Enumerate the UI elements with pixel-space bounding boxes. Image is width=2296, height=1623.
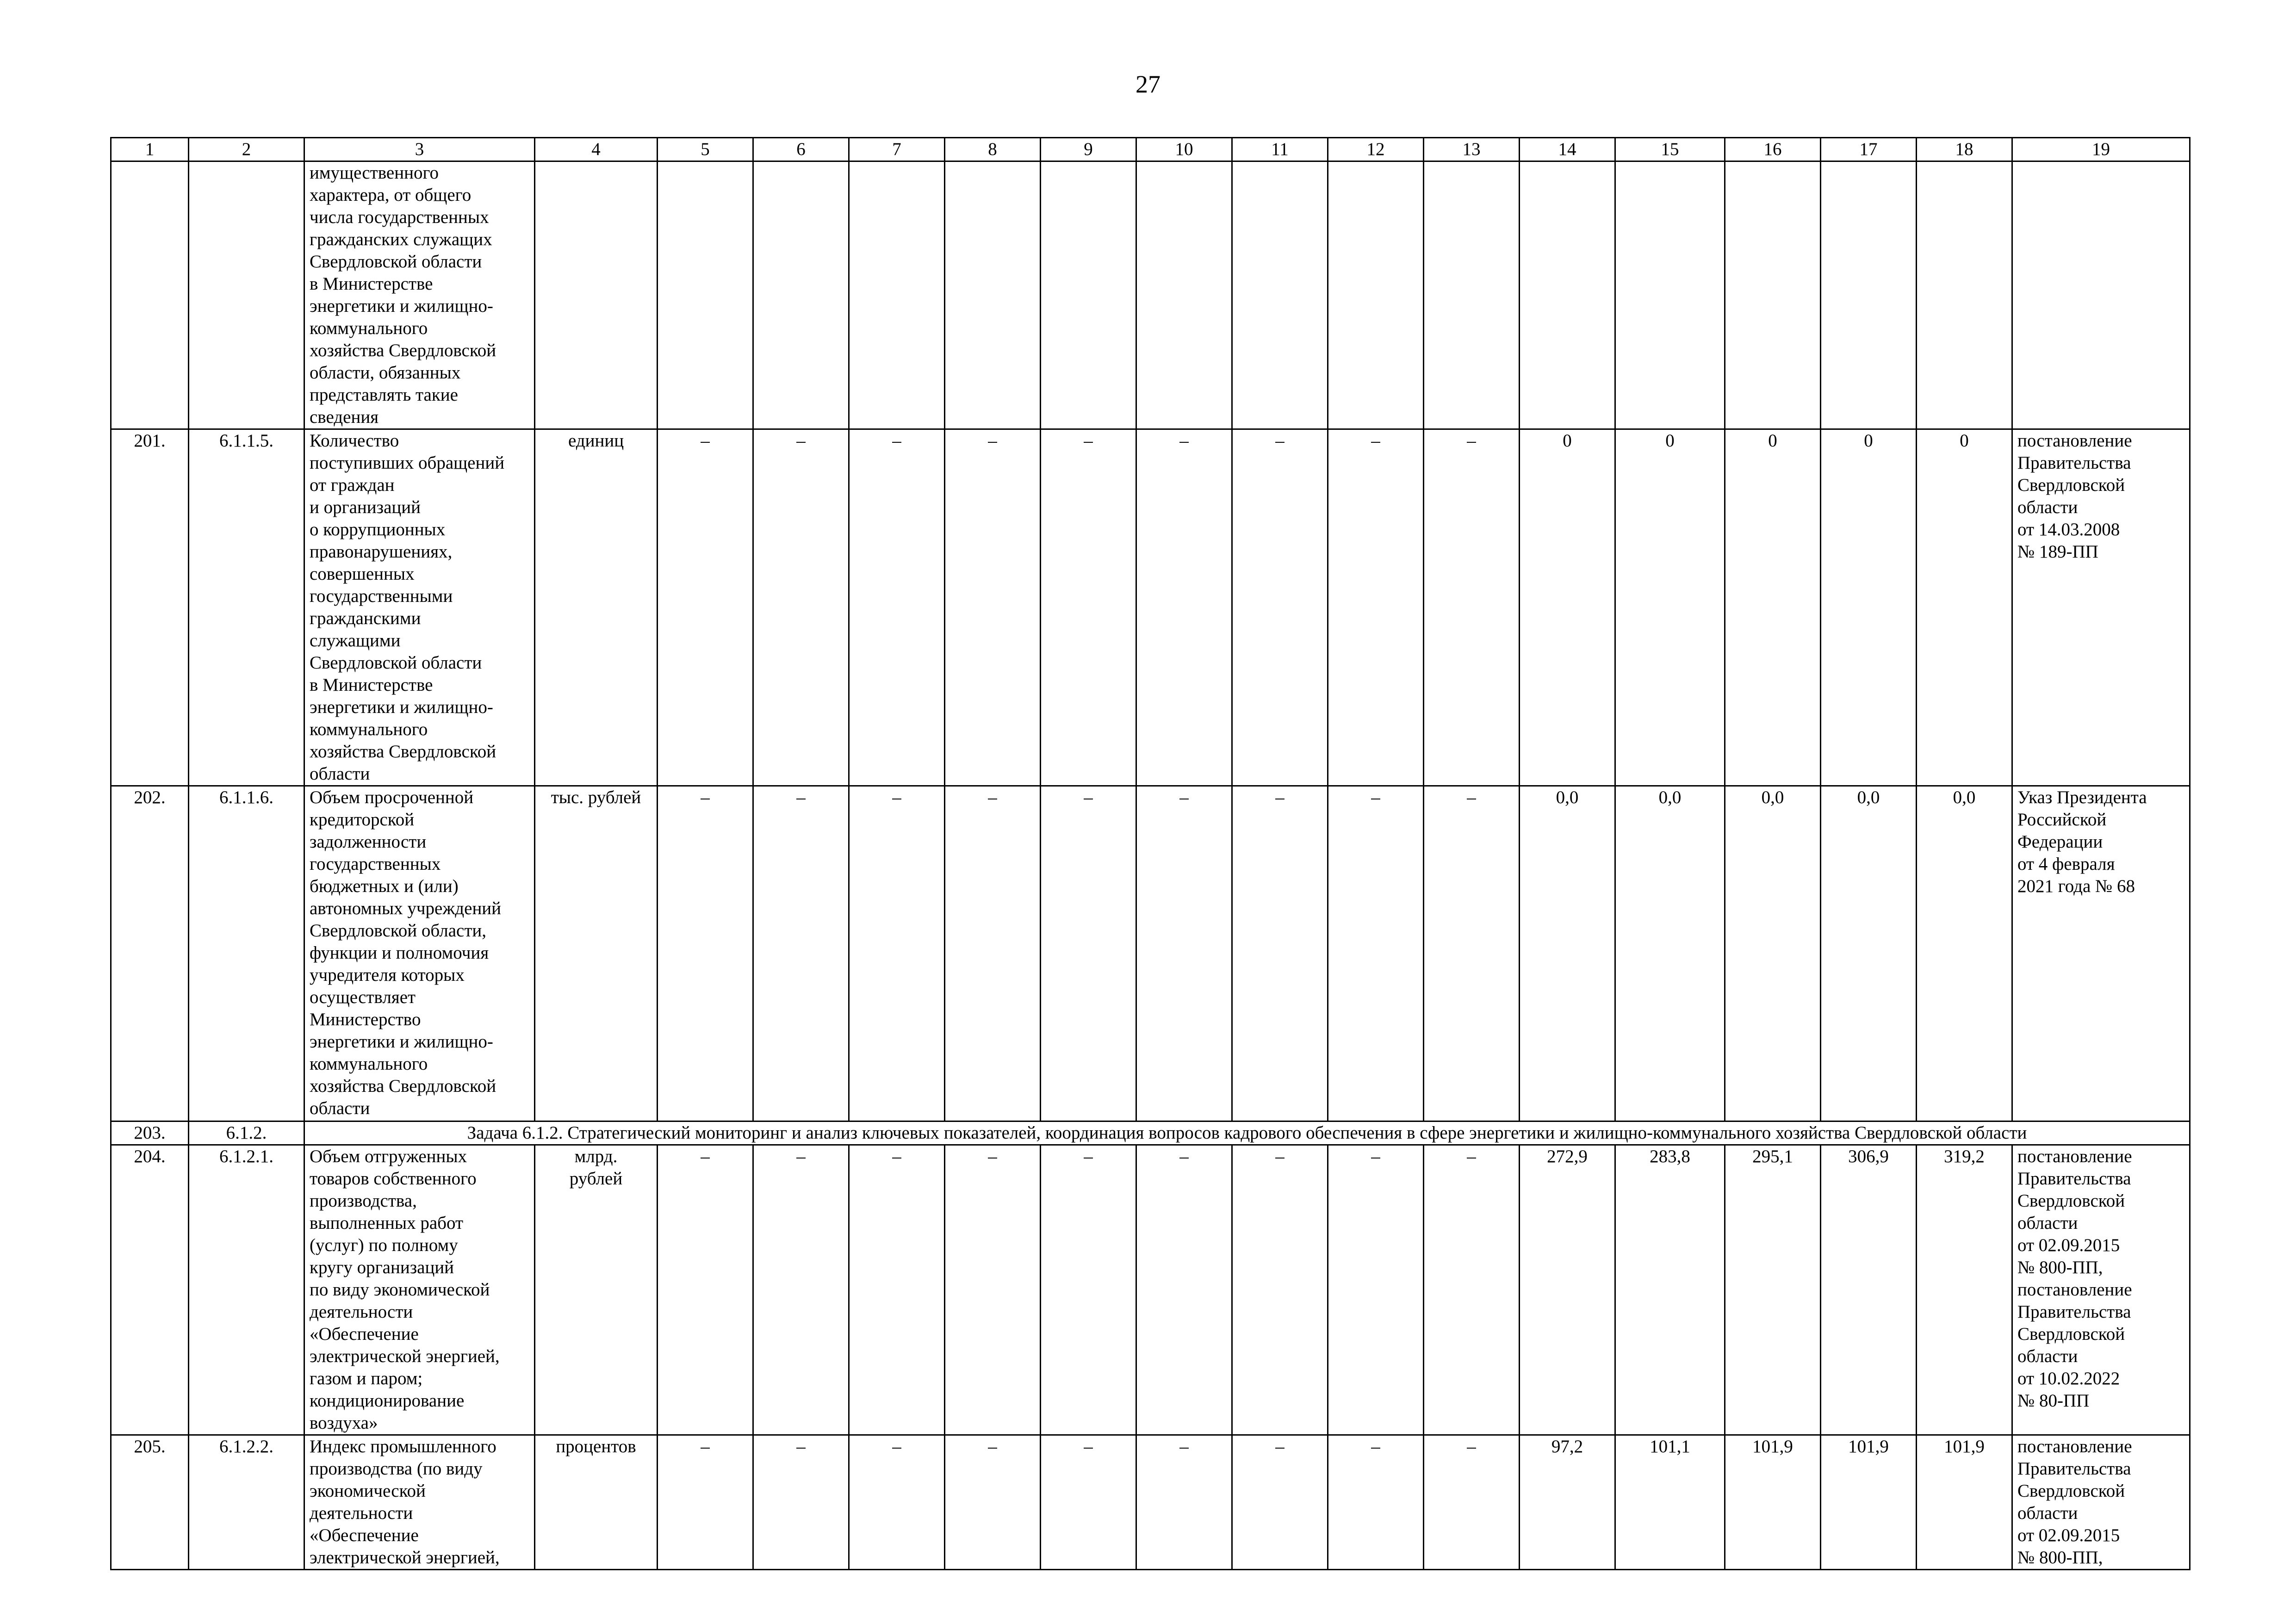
empty-cell	[658, 161, 753, 429]
empty-cell	[945, 161, 1041, 429]
value-cell: –	[945, 429, 1041, 786]
row-number-cell: 203.	[111, 1121, 189, 1145]
value-cell: –	[658, 429, 753, 786]
source-document-cell: постановление Правительства Свердловской области от 02.09.2015 № 800-ПП,	[2012, 1435, 2190, 1570]
value-cell: –	[1136, 1435, 1232, 1570]
task-code-cell: 6.1.2.	[189, 1121, 304, 1145]
source-document-cell: постановление Правительства Свердловской области от 14.03.2008 № 189-ПП	[2012, 429, 2190, 786]
column-number-header: 6	[753, 138, 849, 161]
row-number-cell: 202.	[111, 786, 189, 1121]
value-cell: 0	[1520, 429, 1615, 786]
task-row	[111, 1121, 2190, 1145]
value-cell: 0	[1821, 429, 1917, 786]
empty-cell	[1917, 161, 2012, 429]
value-cell: 0,0	[1725, 786, 1821, 1121]
column-number-header: 8	[945, 138, 1041, 161]
value-cell: –	[1232, 1145, 1328, 1435]
value-cell: –	[1328, 1435, 1424, 1570]
table-header-row	[111, 138, 2190, 161]
indicator-name-cell: Объем отгруженных товаров собственного производства, выполненных работ (услуг) по полному кругу организаций по виду экономической деятельности «Обеспечение электрической энергией, газом и паром; кондиционирование воздуха»	[304, 1145, 535, 1435]
table-row	[111, 161, 2190, 429]
column-number-header: 19	[2012, 138, 2190, 161]
column-number-header: 16	[1725, 138, 1821, 161]
value-cell: 101,1	[1615, 1435, 1725, 1570]
empty-cell	[2012, 161, 2190, 429]
value-cell: 0,0	[1520, 786, 1615, 1121]
source-document-cell: Указ Президента Российской Федерации от 4 февраля 2021 года № 68	[2012, 786, 2190, 1121]
value-cell: –	[849, 786, 945, 1121]
empty-cell	[1328, 161, 1424, 429]
value-cell: –	[1328, 429, 1424, 786]
value-cell: –	[1328, 786, 1424, 1121]
value-cell: –	[945, 1435, 1041, 1570]
indicator-name-cell: имущественного характера, от общего числа государственных гражданских служащих Свердловской области в Министерстве энергетики и жилищно- коммунального хозяйства Свердловской области, обязанных представлять такие сведения	[304, 161, 535, 429]
column-number-header: 5	[658, 138, 753, 161]
column-number-header: 1	[111, 138, 189, 161]
row-number-cell: 204.	[111, 1145, 189, 1435]
column-number-header: 13	[1424, 138, 1520, 161]
column-number-header: 9	[1041, 138, 1136, 161]
value-cell: –	[1424, 429, 1520, 786]
empty-cell	[535, 161, 658, 429]
empty-cell	[189, 161, 304, 429]
value-cell: 0,0	[1917, 786, 2012, 1121]
value-cell: 306,9	[1821, 1145, 1917, 1435]
column-number-header: 10	[1136, 138, 1232, 161]
value-cell: –	[1041, 1145, 1136, 1435]
value-cell: 0	[1917, 429, 2012, 786]
indicators-table	[110, 137, 2191, 1570]
value-cell: –	[1136, 786, 1232, 1121]
value-cell: 272,9	[1520, 1145, 1615, 1435]
value-cell: 0	[1725, 429, 1821, 786]
value-cell: 101,9	[1917, 1435, 2012, 1570]
value-cell: –	[1424, 1435, 1520, 1570]
table-row	[111, 429, 2190, 786]
row-number-cell: 201.	[111, 429, 189, 786]
value-cell: –	[1136, 1145, 1232, 1435]
table-row	[111, 1145, 2190, 1435]
value-cell: 0,0	[1821, 786, 1917, 1121]
indicator-code-cell: 6.1.1.5.	[189, 429, 304, 786]
empty-cell	[1232, 161, 1328, 429]
indicator-code-cell: 6.1.2.1.	[189, 1145, 304, 1435]
value-cell: 295,1	[1725, 1145, 1821, 1435]
value-cell: 101,9	[1725, 1435, 1821, 1570]
value-cell: –	[1232, 1435, 1328, 1570]
value-cell: –	[753, 1145, 849, 1435]
column-number-header: 7	[849, 138, 945, 161]
value-cell: 319,2	[1917, 1145, 2012, 1435]
unit-cell: млрд. рублей	[535, 1145, 658, 1435]
row-number-cell: 205.	[111, 1435, 189, 1570]
empty-cell	[1136, 161, 1232, 429]
indicator-code-cell: 6.1.1.6.	[189, 786, 304, 1121]
indicator-name-cell: Объем просроченной кредиторской задолженности государственных бюджетных и (или) автономных учреждений Свердловской области, функции и полномочия учредителя которых осуществляет Министерство энергетики и жилищно- коммунального хозяйства Свердловской области	[304, 786, 535, 1121]
value-cell: –	[658, 1435, 753, 1570]
value-cell: –	[1041, 429, 1136, 786]
value-cell: –	[945, 786, 1041, 1121]
value-cell: –	[849, 429, 945, 786]
value-cell: –	[849, 1145, 945, 1435]
empty-cell	[1041, 161, 1136, 429]
column-number-header: 14	[1520, 138, 1615, 161]
column-number-header: 11	[1232, 138, 1328, 161]
value-cell: –	[658, 786, 753, 1121]
column-number-header: 3	[304, 138, 535, 161]
unit-cell: единиц	[535, 429, 658, 786]
value-cell: –	[1041, 786, 1136, 1121]
column-number-header: 12	[1328, 138, 1424, 161]
value-cell: –	[1232, 429, 1328, 786]
unit-cell: тыс. рублей	[535, 786, 658, 1121]
value-cell: –	[658, 1145, 753, 1435]
value-cell: –	[753, 1435, 849, 1570]
value-cell: 0,0	[1615, 786, 1725, 1121]
column-number-header: 18	[1917, 138, 2012, 161]
column-number-header: 4	[535, 138, 658, 161]
indicator-name-cell: Количество поступивших обращений от граждан и организаций о коррупционных правонарушениях, совершенных государственными гражданскими служащими Свердловской области в Министерстве энергетики и жилищно- коммунального хозяйства Свердловской области	[304, 429, 535, 786]
empty-cell	[111, 161, 189, 429]
value-cell: 101,9	[1821, 1435, 1917, 1570]
indicator-name-cell: Индекс промышленного производства (по виду экономической деятельности «Обеспечение электрической энергией,	[304, 1435, 535, 1570]
page-number: 27	[1136, 70, 1160, 98]
task-title-cell: Задача 6.1.2. Стратегический мониторинг и анализ ключевых показателей, координация вопросов кадрового обеспечения в сфере энергетики и жилищно-коммунального хозяйства Свердловской области	[304, 1121, 2190, 1145]
value-cell: –	[1232, 786, 1328, 1121]
column-number-header: 15	[1615, 138, 1725, 161]
indicator-code-cell: 6.1.2.2.	[189, 1435, 304, 1570]
empty-cell	[753, 161, 849, 429]
empty-cell	[1821, 161, 1917, 429]
column-number-header: 2	[189, 138, 304, 161]
empty-cell	[1615, 161, 1725, 429]
unit-cell: процентов	[535, 1435, 658, 1570]
value-cell: –	[1136, 429, 1232, 786]
value-cell: –	[1328, 1145, 1424, 1435]
column-number-header: 17	[1821, 138, 1917, 161]
value-cell: –	[753, 429, 849, 786]
value-cell: –	[1424, 1145, 1520, 1435]
table-row	[111, 1435, 2190, 1570]
value-cell: –	[753, 786, 849, 1121]
source-document-cell: постановление Правительства Свердловской области от 02.09.2015 № 800-ПП, постановление Правительства Свердловской области от 10.02.2022 № 80-ПП	[2012, 1145, 2190, 1435]
empty-cell	[1520, 161, 1615, 429]
empty-cell	[849, 161, 945, 429]
value-cell: 97,2	[1520, 1435, 1615, 1570]
value-cell: 283,8	[1615, 1145, 1725, 1435]
value-cell: –	[1424, 786, 1520, 1121]
value-cell: –	[945, 1145, 1041, 1435]
value-cell: –	[1041, 1435, 1136, 1570]
value-cell: 0	[1615, 429, 1725, 786]
empty-cell	[1725, 161, 1821, 429]
table-row	[111, 786, 2190, 1121]
value-cell: –	[849, 1435, 945, 1570]
empty-cell	[1424, 161, 1520, 429]
